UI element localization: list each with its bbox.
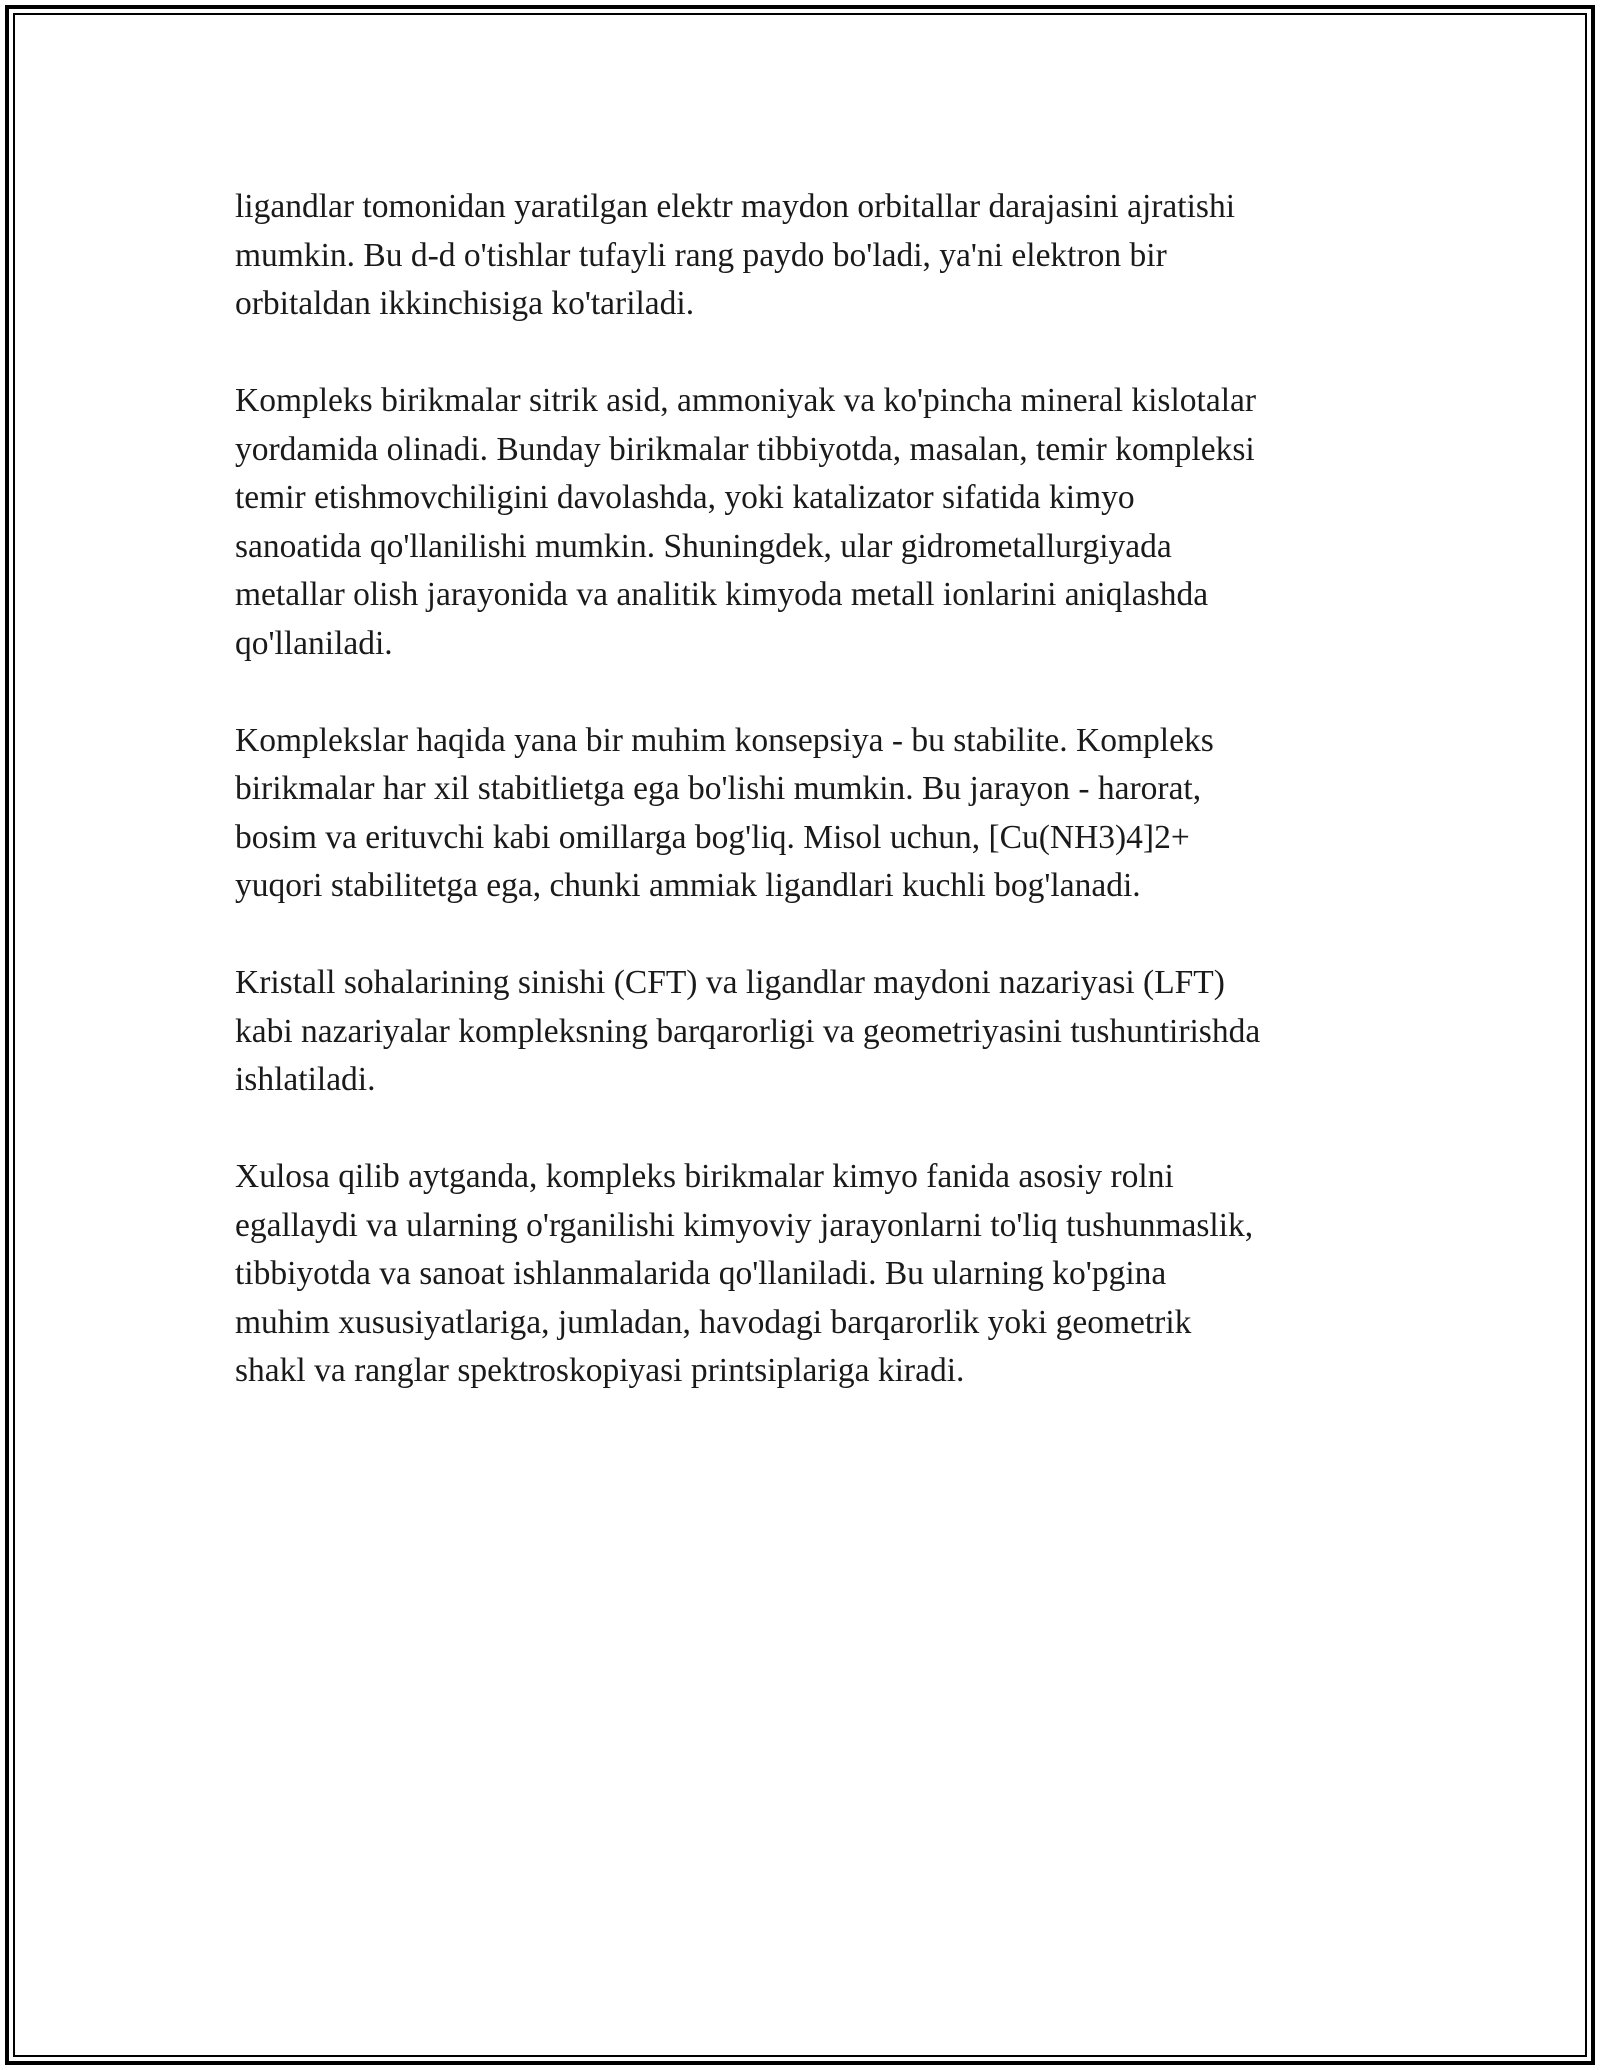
paragraph-2 (235, 377, 1370, 668)
paragraph-line: Kompleks birikmalar sitrik asid, ammoniyak va ko'pincha mineral kislotalar (235, 382, 1257, 419)
paragraph-line: yordamida olinadi. Bunday birikmalar tibbiyotda, masalan, temir kompleksi (235, 430, 1255, 468)
paragraph-line: birikmalar har xil stabitlietga ega bo'lishi mumkin. Bu jarayon - harorat, (235, 770, 1202, 807)
paragraph-line: muhim xususiyatlariga, jumladan, havodagi barqarorlik yoki geometrik (235, 1303, 1192, 1341)
paragraph-line: temir etishmovchiligini davolashda, yoki katalizator sifatida kimyo (235, 479, 1135, 516)
paragraph-line: tibbiyotda va sanoat ishlanmalarida qo'llaniladi. Bu ularning ko'pgina (235, 1255, 1167, 1292)
paragraph-5 (235, 1153, 1370, 1396)
paragraph-line: yuqori stabilitetga ega, chunki ammiak ligandlari kuchli bog'lanadi. (235, 867, 1141, 904)
paragraph-line: sanoatida qo'llanilishi mumkin. Shuningdek, ular gidrometallurgiyada (235, 527, 1172, 565)
paragraph-line: Kristall sohalarining sinishi (CFT) va ligandlar maydoni nazariyasi (LFT) (235, 964, 1225, 1001)
paragraph-line: shakl va ranglar spektroskopiyasi printsiplariga kiradi. (235, 1352, 965, 1389)
paragraph-line: bosim va erituvchi kabi omillarga bog'liq. Misol uchun, [Cu(NH3)4]2+ (235, 818, 1190, 856)
paragraph-line: mumkin. Bu d-d o'tishlar tufayli rang paydo bo'ladi, ya'ni elektron bir (235, 236, 1167, 274)
paragraph-line: kabi nazariyalar kompleksning barqarorligi va geometriyasini tushuntirishda (235, 1012, 1261, 1050)
paragraph-line: orbitaldan ikkinchisiga ko'tariladi. (235, 285, 695, 322)
paragraph-line: egallaydi va ularning o'rganilishi kimyoviy jarayonlarni to'liq tushunmaslik, (235, 1206, 1254, 1244)
paragraph-line: ishlatiladi. (235, 1061, 376, 1098)
paragraph-line: qo'llaniladi. (235, 624, 393, 662)
paragraph-line: Xulosa qilib aytganda, kompleks birikmalar kimyo fanida asosiy rolni (235, 1158, 1174, 1195)
paragraph-1 (235, 183, 1370, 329)
paragraph-3 (235, 717, 1370, 911)
document-body (235, 183, 1370, 1444)
paragraph-line: ligandlar tomonidan yaratilgan elektr maydon orbitallar darajasini ajratishi (235, 188, 1236, 225)
paragraph-line: metallar olish jarayonida va analitik kimyoda metall ionlarini aniqlashda (235, 576, 1209, 613)
paragraph-4 (235, 959, 1370, 1105)
paragraph-line: Komplekslar haqida yana bir muhim konsepsiya - bu stabilite. Kompleks (235, 721, 1214, 759)
